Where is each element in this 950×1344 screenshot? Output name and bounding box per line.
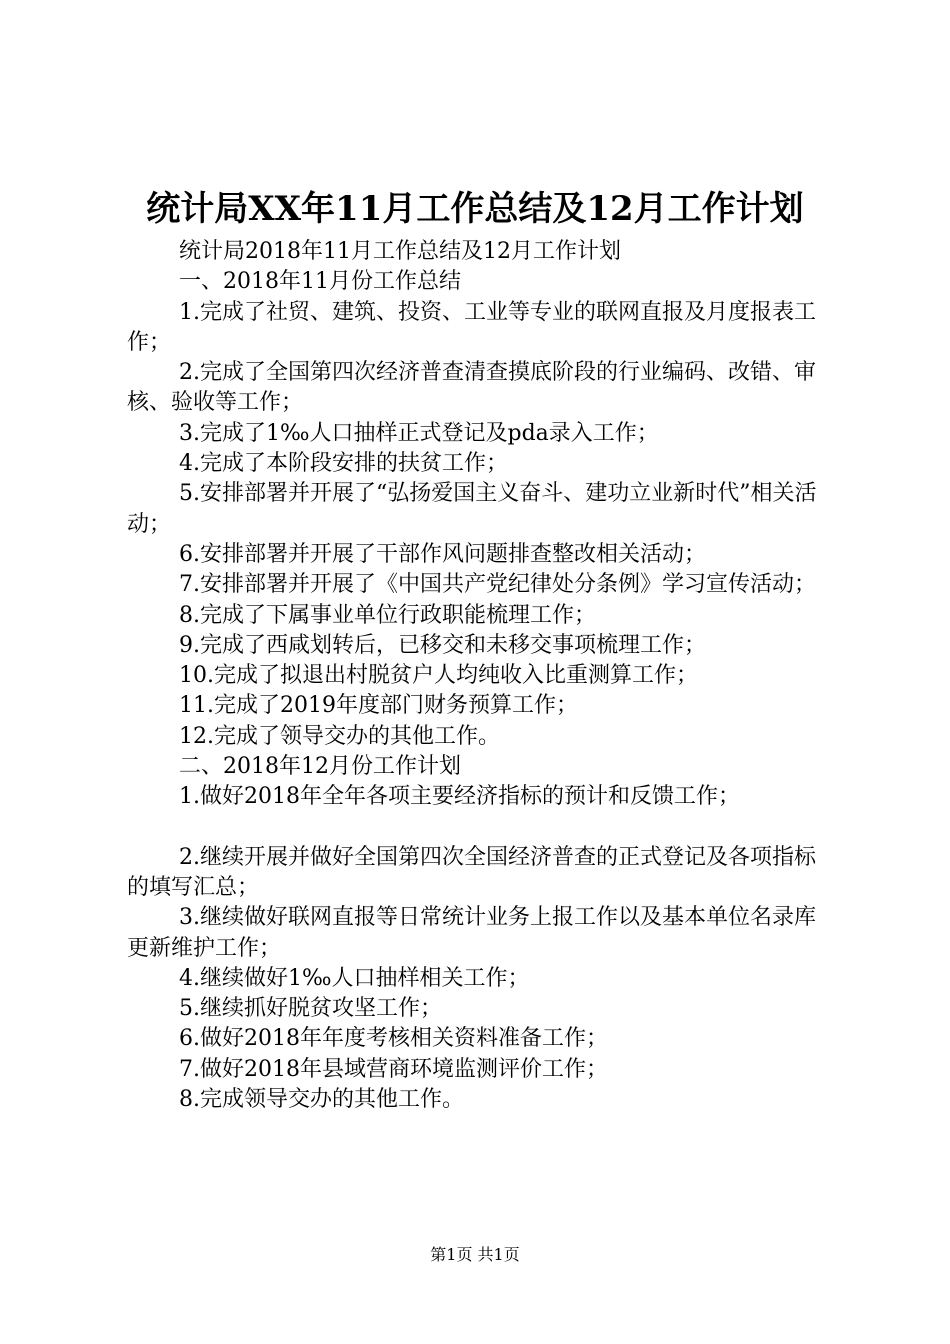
document-title: 统计局XX年11月工作总结及12月工作计划 <box>146 189 804 229</box>
summary-item-3: 3.完成了1‰人口抽样正式登记及pda录入工作； <box>179 420 659 446</box>
section-heading-plan: 二、2018年12月份工作计划 <box>179 754 461 780</box>
plan-item-7: 7.做好2018年县域营商环境监测评价工作； <box>179 1056 608 1082</box>
plan-item-1: 1.做好2018年全年各项主要经济指标的预计和反馈工作； <box>179 784 740 810</box>
section-heading-summary: 一、2018年11月份工作总结 <box>179 269 461 295</box>
summary-item-4: 4.完成了本阶段安排的扶贫工作； <box>179 451 508 477</box>
plan-item-5: 5.继续抓好脱贫攻坚工作； <box>179 996 442 1022</box>
summary-item-2: 2.完成了全国第四次经济普查清查摸底阶段的行业编码、改错、审核、验收等工作； <box>127 360 816 416</box>
document-body <box>127 237 833 1115</box>
summary-item-6: 6.安排部署并开展了干部作风问题排查整改相关活动； <box>179 541 706 567</box>
summary-item-11: 11.完成了2019年度部门财务预算工作； <box>179 693 578 719</box>
plan-item-2: 2.继续开展并做好全国第四次全国经济普查的正式登记及各项指标的填写汇总； <box>127 844 816 900</box>
plan-item-4: 4.继续做好1‰人口抽样相关工作； <box>179 965 530 991</box>
summary-item-7: 7.安排部署并开展了《中国共产党纪律处分条例》学习宣传活动； <box>179 572 816 598</box>
summary-item-5: 5.安排部署并开展了“弘扬爱国主义奋斗、建功立业新时代”相关活动； <box>127 481 817 537</box>
summary-item-1: 1.完成了社贸、建筑、投资、工业等专业的联网直报及月度报表工作； <box>127 299 816 355</box>
blank-line <box>127 813 833 843</box>
plan-item-3: 3.继续做好联网直报等日常统计业务上报工作以及基本单位名录库更新维护工作； <box>127 905 816 961</box>
summary-item-8: 8.完成了下属事业单位行政职能梳理工作； <box>179 602 596 628</box>
summary-item-10: 10.完成了拟退出村脱贫户人均纯收入比重测算工作； <box>179 663 698 689</box>
summary-item-9: 9.完成了西咸划转后，已移交和未移交事项梳理工作； <box>179 632 706 658</box>
plan-item-8: 8.完成领导交办的其他工作。 <box>179 1087 464 1113</box>
page-footer: 第1页 共1页 <box>430 1245 520 1264</box>
summary-item-12: 12.完成了领导交办的其他工作。 <box>179 723 500 749</box>
paragraph-subtitle: 统计局2018年11月工作总结及12月工作计划 <box>179 239 621 264</box>
plan-item-6: 6.做好2018年年度考核相关资料准备工作； <box>179 1026 608 1052</box>
